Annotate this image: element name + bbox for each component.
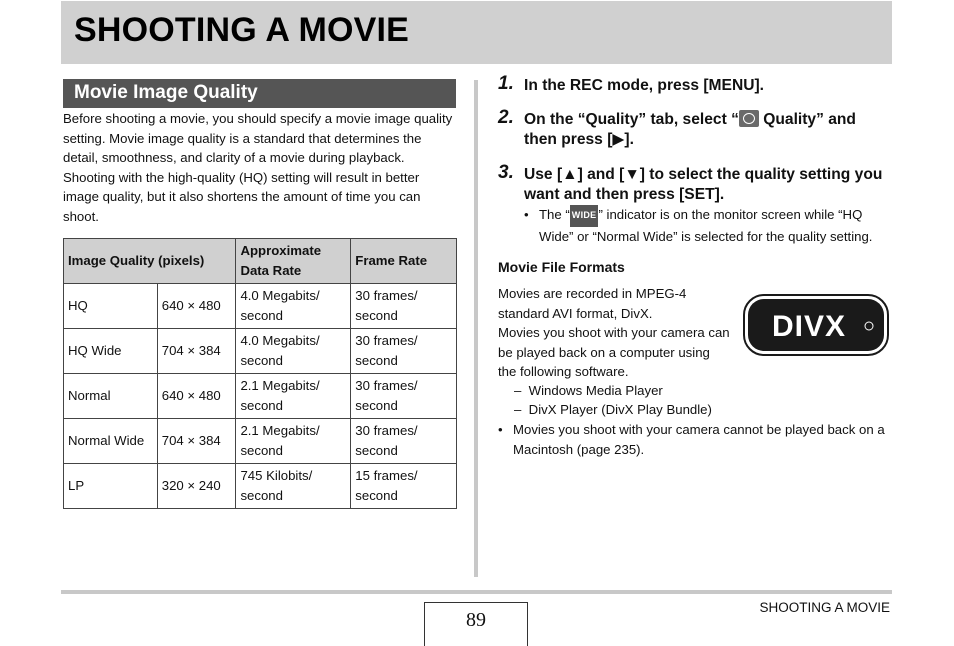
step-3 bbox=[498, 162, 890, 205]
step-3-note-text bbox=[539, 205, 894, 246]
formats-paragraph-2: Movies you shoot with your camera can be played back on a computer using the following software. bbox=[498, 325, 730, 380]
page-number: 89 bbox=[424, 602, 528, 646]
cell-quality: HQ bbox=[64, 284, 158, 329]
column-divider bbox=[474, 80, 478, 577]
mac-note-text: Movies you shoot with your camera cannot be played back on a Macintosh (page 235). bbox=[513, 422, 885, 457]
bullet-dot: • bbox=[498, 422, 503, 437]
step-2 bbox=[498, 107, 890, 150]
step-number: 3. bbox=[498, 162, 514, 183]
step-1 bbox=[498, 73, 890, 96]
svg-text:DIVX: DIVX bbox=[771, 310, 847, 343]
table-header-row bbox=[64, 239, 457, 284]
movie-quality-icon bbox=[739, 110, 759, 127]
software-item: – DivX Player (DivX Play Bundle) bbox=[514, 402, 712, 417]
wide-indicator-icon: WIDE bbox=[570, 205, 599, 227]
cell-pixels: 320 × 240 bbox=[157, 464, 236, 509]
step-3-note bbox=[524, 205, 894, 246]
step-text bbox=[524, 110, 890, 150]
table-row bbox=[64, 419, 457, 464]
cell-pixels: 640 × 480 bbox=[157, 374, 236, 419]
mac-note bbox=[498, 420, 893, 459]
title-bar bbox=[61, 1, 892, 64]
note-text-post: ” indicator is on the monitor screen while “HQ Wide” or “Normal Wide” is selected for the quality setting. bbox=[539, 207, 873, 244]
cell-data-rate: 2.1 Megabits/ second bbox=[236, 374, 351, 419]
header-data-rate: Approximate Data Rate bbox=[236, 239, 351, 284]
table-row bbox=[64, 374, 457, 419]
section-title: Movie Image Quality bbox=[63, 79, 456, 108]
cell-data-rate: 4.0 Megabits/ second bbox=[236, 284, 351, 329]
software-name: DivX Player (DivX Play Bundle) bbox=[528, 402, 712, 417]
cell-quality: Normal Wide bbox=[64, 419, 158, 464]
formats-title: Movie File Formats bbox=[498, 259, 625, 275]
divx-logo bbox=[743, 294, 889, 356]
cell-quality: Normal bbox=[64, 374, 158, 419]
step-text-post: Quality” and then press [▶]. bbox=[524, 111, 856, 148]
quality-table bbox=[63, 238, 457, 509]
step-text-pre: On the “Quality” tab, select “ bbox=[524, 111, 739, 128]
cell-data-rate: 4.0 Megabits/ second bbox=[236, 329, 351, 374]
formats-paragraph-1: Movies are recorded in MPEG-4 standard AVI format, DivX. bbox=[498, 286, 687, 321]
bullet-dot: • bbox=[524, 207, 529, 222]
table-row bbox=[64, 284, 457, 329]
cell-pixels: 704 × 384 bbox=[157, 419, 236, 464]
footer-divider bbox=[61, 590, 892, 594]
cell-frame-rate: 30 frames/ second bbox=[351, 284, 457, 329]
header-frame-rate: Frame Rate bbox=[351, 239, 457, 284]
table-row bbox=[64, 329, 457, 374]
cell-data-rate: 2.1 Megabits/ second bbox=[236, 419, 351, 464]
intro-paragraph: Before shooting a movie, you should specify a movie image quality setting. Movie image quality is a standard that determines the detail, smoothness, and clarity of a movie during playback. Shooting with the high-quality (HQ) setting will result in better image quality, but it also shortens the amount of time you can shoot. bbox=[63, 111, 453, 224]
page-title: SHOOTING A MOVIE bbox=[74, 11, 410, 49]
table-row bbox=[64, 464, 457, 509]
header-image-quality: Image Quality (pixels) bbox=[64, 239, 236, 284]
cell-frame-rate: 30 frames/ second bbox=[351, 374, 457, 419]
step-number: 2. bbox=[498, 107, 514, 128]
cell-frame-rate: 30 frames/ second bbox=[351, 419, 457, 464]
software-item: – Windows Media Player bbox=[514, 383, 663, 398]
cell-pixels: 704 × 384 bbox=[157, 329, 236, 374]
software-name: Windows Media Player bbox=[528, 383, 663, 398]
cell-quality: HQ Wide bbox=[64, 329, 158, 374]
step-text: In the REC mode, press [MENU]. bbox=[524, 77, 764, 94]
footer-label: SHOOTING A MOVIE bbox=[759, 600, 890, 615]
cell-frame-rate: 30 frames/ second bbox=[351, 329, 457, 374]
note-text-pre: The “ bbox=[539, 207, 570, 222]
step-number: 1. bbox=[498, 73, 514, 94]
cell-quality: LP bbox=[64, 464, 158, 509]
cell-frame-rate: 15 frames/ second bbox=[351, 464, 457, 509]
step-text: Use [▲] and [▼] to select the quality setting you want and then press [SET]. bbox=[524, 166, 883, 203]
cell-pixels: 640 × 480 bbox=[157, 284, 236, 329]
cell-data-rate: 745 Kilobits/ second bbox=[236, 464, 351, 509]
